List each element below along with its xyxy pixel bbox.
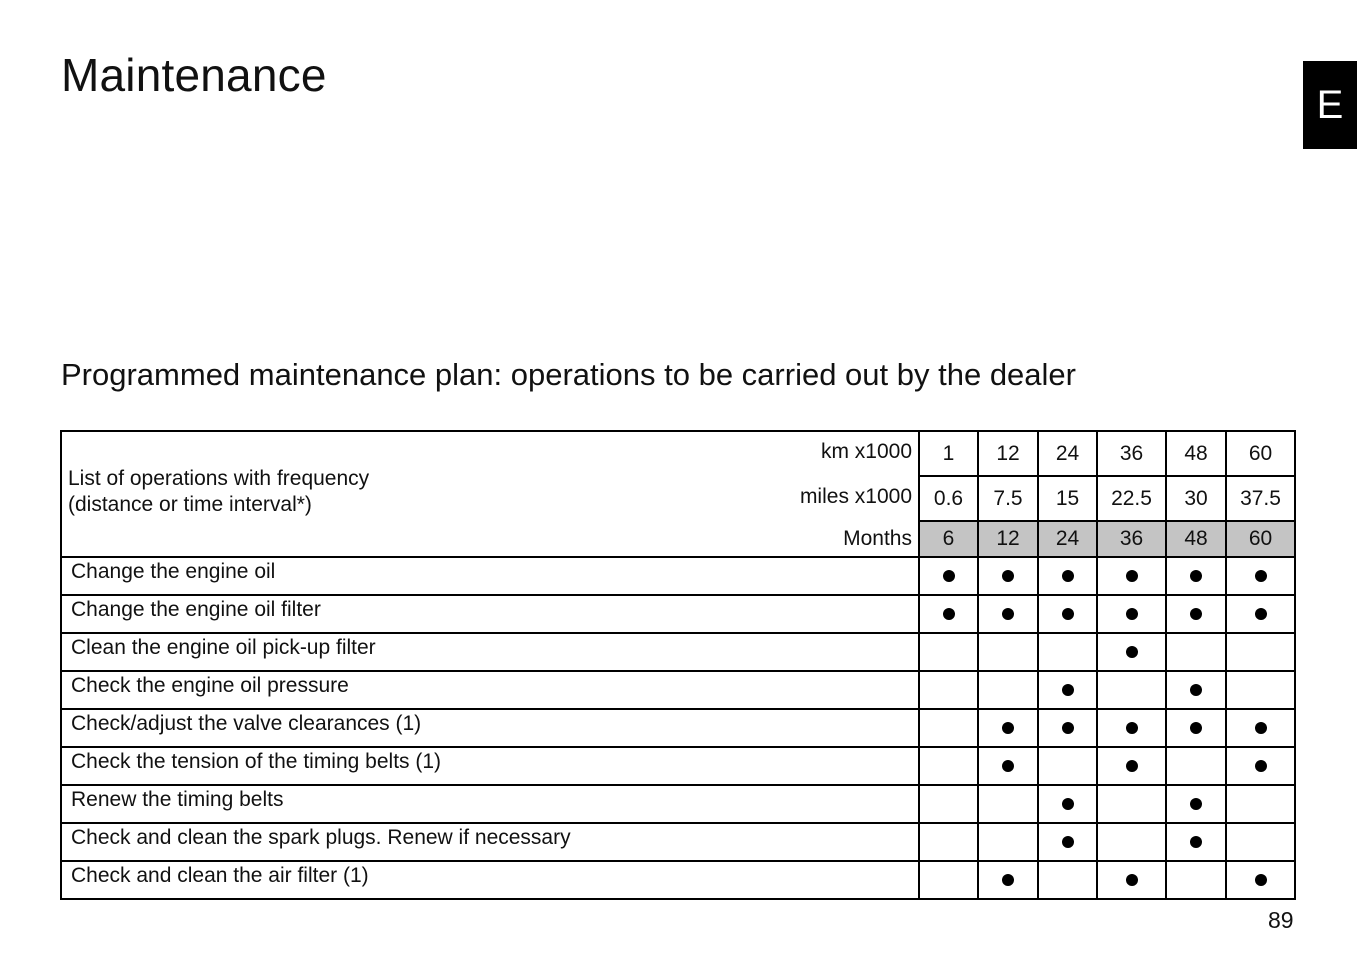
interval-cell [1226, 557, 1295, 595]
interval-cell [1097, 633, 1166, 671]
operation-label: Check and clean the air filter (1) [61, 861, 919, 899]
table-row [61, 633, 1295, 671]
interval-cell [978, 861, 1038, 899]
interval-cell [919, 595, 978, 633]
table-row [61, 785, 1295, 823]
miles-value: 30 [1166, 476, 1226, 521]
scheduled-dot-icon [1255, 760, 1267, 772]
page-title: Maintenance [61, 49, 327, 101]
interval-cell [978, 557, 1038, 595]
table-row [61, 595, 1295, 633]
scheduled-dot-icon [1002, 760, 1014, 772]
scheduled-dot-icon [1002, 874, 1014, 886]
interval-cell [1097, 709, 1166, 747]
interval-cell [1097, 557, 1166, 595]
interval-cell [919, 861, 978, 899]
interval-cell [1226, 633, 1295, 671]
table-row [61, 823, 1295, 861]
interval-cell [919, 785, 978, 823]
operation-label: Check/adjust the valve clearances (1) [61, 709, 919, 747]
scheduled-dot-icon [1190, 684, 1202, 696]
scheduled-dot-icon [1255, 570, 1267, 582]
months-value: 12 [978, 521, 1038, 557]
miles-value: 7.5 [978, 476, 1038, 521]
operation-label: Clean the engine oil pick-up filter [61, 633, 919, 671]
months-value: 60 [1226, 521, 1295, 557]
km-value: 1 [919, 431, 978, 476]
interval-cell [1166, 861, 1226, 899]
km-value: 12 [978, 431, 1038, 476]
km-value: 48 [1166, 431, 1226, 476]
interval-cell [919, 747, 978, 785]
operation-label: Check and clean the spark plugs. Renew if necessary [61, 823, 919, 861]
scheduled-dot-icon [1126, 570, 1138, 582]
interval-cell [1226, 785, 1295, 823]
interval-cell [1226, 595, 1295, 633]
scheduled-dot-icon [943, 570, 955, 582]
scheduled-dot-icon [943, 608, 955, 620]
months-label: Months [843, 527, 912, 550]
interval-cell [1038, 595, 1097, 633]
scheduled-dot-icon [1126, 760, 1138, 772]
scheduled-dot-icon [1002, 570, 1014, 582]
interval-cell [1038, 823, 1097, 861]
interval-cell [1166, 747, 1226, 785]
scheduled-dot-icon [1062, 684, 1074, 696]
table-row [61, 861, 1295, 899]
interval-cell [1038, 785, 1097, 823]
section-title: Programmed maintenance plan: operations to be carried out by the dealer [61, 357, 1076, 392]
interval-cell [1166, 557, 1226, 595]
interval-cell [1166, 823, 1226, 861]
interval-cell [1226, 823, 1295, 861]
language-tab: E [1303, 61, 1357, 149]
interval-cell [919, 823, 978, 861]
interval-cell [1038, 633, 1097, 671]
operation-label: Change the engine oil filter [61, 595, 919, 633]
operation-label: Check the engine oil pressure [61, 671, 919, 709]
scheduled-dot-icon [1190, 608, 1202, 620]
interval-cell [1166, 633, 1226, 671]
interval-cell [1038, 557, 1097, 595]
km-header-row [61, 431, 1295, 476]
scheduled-dot-icon [1002, 608, 1014, 620]
scheduled-dot-icon [1190, 836, 1202, 848]
header-description [68, 466, 369, 518]
scheduled-dot-icon [1002, 722, 1014, 734]
interval-cell [1097, 861, 1166, 899]
table-row [61, 557, 1295, 595]
months-value: 48 [1166, 521, 1226, 557]
interval-cell [919, 671, 978, 709]
scheduled-dot-icon [1255, 608, 1267, 620]
interval-cell [1038, 671, 1097, 709]
interval-cell [1226, 671, 1295, 709]
interval-cell [978, 823, 1038, 861]
km-value: 24 [1038, 431, 1097, 476]
header-description-line2: (distance or time interval*) [68, 493, 312, 516]
header-label-cell [61, 431, 919, 557]
interval-cell [1097, 823, 1166, 861]
interval-cell [978, 747, 1038, 785]
interval-cell [1166, 709, 1226, 747]
interval-cell [978, 633, 1038, 671]
interval-cell [978, 595, 1038, 633]
interval-cell [1166, 785, 1226, 823]
scheduled-dot-icon [1190, 570, 1202, 582]
scheduled-dot-icon [1062, 608, 1074, 620]
miles-value: 15 [1038, 476, 1097, 521]
interval-cell [1097, 747, 1166, 785]
operation-label: Check the tension of the timing belts (1) [61, 747, 919, 785]
interval-cell [1097, 671, 1166, 709]
interval-cell [1166, 595, 1226, 633]
table-row [61, 671, 1295, 709]
scheduled-dot-icon [1126, 722, 1138, 734]
operation-label: Renew the timing belts [61, 785, 919, 823]
interval-cell [919, 557, 978, 595]
scheduled-dot-icon [1062, 570, 1074, 582]
months-value: 24 [1038, 521, 1097, 557]
scheduled-dot-icon [1126, 646, 1138, 658]
scheduled-dot-icon [1255, 874, 1267, 886]
interval-cell [1097, 595, 1166, 633]
interval-cell [1038, 709, 1097, 747]
table-row [61, 747, 1295, 785]
interval-cell [978, 709, 1038, 747]
interval-cell [1038, 861, 1097, 899]
table-row [61, 709, 1295, 747]
scheduled-dot-icon [1062, 722, 1074, 734]
page-number: 89 [1268, 907, 1294, 933]
interval-cell [919, 709, 978, 747]
interval-cell [1226, 747, 1295, 785]
interval-cell [978, 671, 1038, 709]
miles-value: 22.5 [1097, 476, 1166, 521]
maintenance-table [60, 430, 1296, 900]
interval-cell [978, 785, 1038, 823]
operation-label: Change the engine oil [61, 557, 919, 595]
km-value: 36 [1097, 431, 1166, 476]
months-value: 36 [1097, 521, 1166, 557]
scheduled-dot-icon [1126, 874, 1138, 886]
scheduled-dot-icon [1255, 722, 1267, 734]
interval-cell [1166, 671, 1226, 709]
interval-cell [1226, 861, 1295, 899]
scheduled-dot-icon [1062, 798, 1074, 810]
scheduled-dot-icon [1062, 836, 1074, 848]
interval-cell [1097, 785, 1166, 823]
header-description-line1: List of operations with frequency [68, 467, 370, 490]
km-value: 60 [1226, 431, 1295, 476]
interval-cell [1038, 747, 1097, 785]
miles-value: 37.5 [1226, 476, 1295, 521]
miles-value: 0.6 [919, 476, 978, 521]
interval-cell [919, 633, 978, 671]
miles-label: miles x1000 [799, 485, 912, 508]
scheduled-dot-icon [1190, 722, 1202, 734]
months-value: 6 [919, 521, 978, 557]
interval-cell [1226, 709, 1295, 747]
scheduled-dot-icon [1126, 608, 1138, 620]
scheduled-dot-icon [1190, 798, 1202, 810]
km-label: km x1000 [820, 440, 912, 463]
